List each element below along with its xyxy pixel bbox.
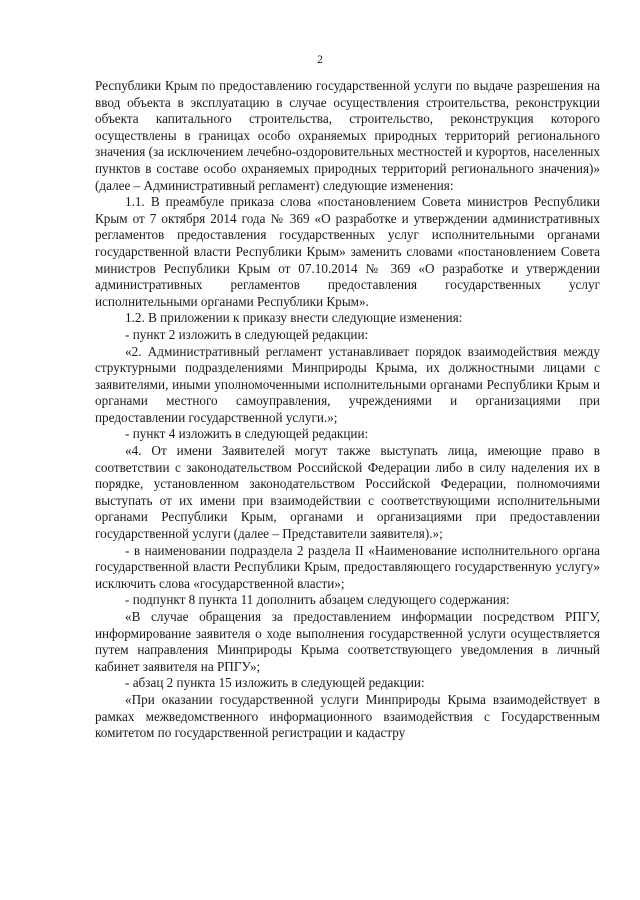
paragraph: 1.1. В преамбуле приказа слова «постановлением Совета министров Республики Крым от 7 октября 2014 года № 369 «О разработке и утверждении административных регламентов предоставления государственных услуг исполнительными органами государственной власти Республики Крым» заменить словами «постановлением Совета министров Республики Крым от 07.10.2014 № 369 «О разработке и утверждении административных регламентов предоставления государственных услуг исполнительными органами Республики Крым». [95, 194, 600, 309]
paragraph: - абзац 2 пункта 15 изложить в следующей редакции: [125, 675, 425, 691]
document-body [95, 78, 600, 742]
paragraph: «2. Административный регламент устанавливает порядок взаимодействия между структурными подразделениями Минприроды Крыма, их должностными лицами с заявителями, иными уполномоченными исполнительными органами Республики Крым и органами местного самоуправления, учреждениями и организациями при предоставлении государственной услуги.»; [95, 343, 600, 425]
paragraph: «При оказании государственной услуги Минприроды Крыма взаимодействует в рамках межведомственного информационного взаимодействия с Государственным комитетом по государственной регистрации и кадастру [95, 691, 600, 741]
paragraph: - пункт 2 изложить в следующей редакции: [125, 326, 369, 342]
paragraph: Республики Крым по предоставлению государственной услуги по выдаче разрешения на ввод объекта в эксплуатацию в случае осуществления строительства, реконструкции объекта капитального строительства, строительство, реконструкция которого осуществлены в границах особо охраняемых природных территорий регионального значения (за исключением лечебно-оздоровительных местностей и курортов, населенных пунктов в составе особо охраняемых природных территорий регионального значения)» (далее – Административный регламент) следующие изменения: [95, 78, 600, 193]
paragraph: «4. От имени Заявителей могут также выступать лица, имеющие право в соответствии с законодательством Российской Федерации либо в силу наделения их в порядке, установленном законодательством Российской Федерации, полномочиями выступать от их имени при взаимодействии с соответствующими исполнительными органами Республики Крым, органами и организациями при предоставлении государственной услуги (далее – Представители заявителя).»; [95, 443, 600, 542]
paragraph: - пункт 4 изложить в следующей редакции: [125, 426, 369, 442]
paragraph: «В случае обращения за предоставлением информации посредством РПГУ, информирование заявителя о ходе выполнения государственной услуги осуществляется путем направления Минприроды Крыма соответствующего уведомления в личный кабинет заявителя на РПГУ»; [95, 609, 600, 674]
page-number: 2 [317, 54, 323, 66]
paragraph: - подпункт 8 пункта 11 дополнить абзацем следующего содержания: [125, 592, 510, 608]
paragraph: 1.2. В приложении к приказу внести следующие изменения: [125, 310, 463, 326]
paragraph: - в наименовании подраздела 2 раздела II «Наименование исполнительного органа государственной власти Республики Крым, предоставляющего государственную услугу» исключить слова «государственной власти»; [95, 542, 600, 591]
